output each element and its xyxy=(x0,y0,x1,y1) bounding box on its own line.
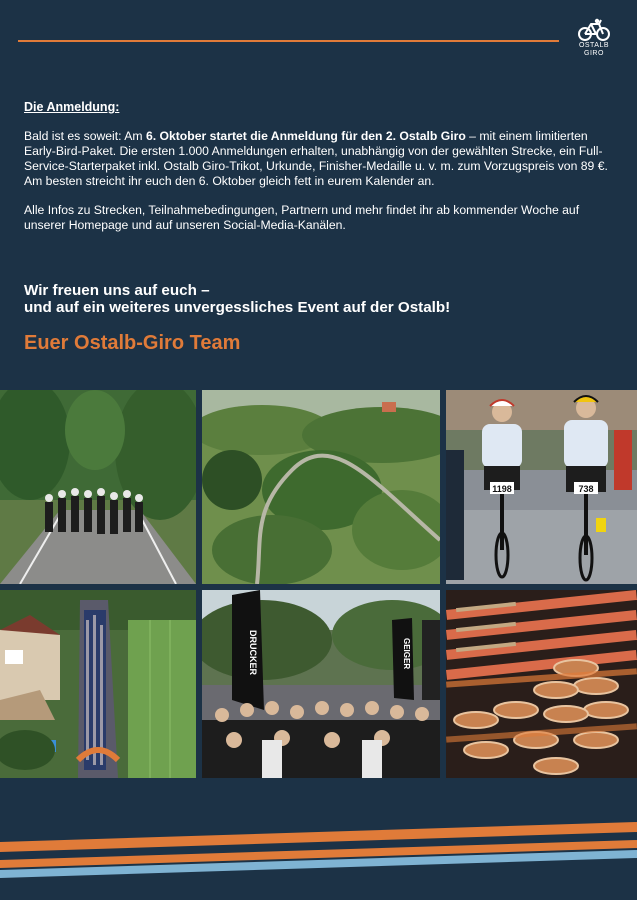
banner-text-geiger: GEIGER xyxy=(402,638,411,670)
closing-line-1: Wir freuen uns auf euch – xyxy=(24,282,210,299)
info-paragraph: Alle Infos zu Strecken, Teilnahmebedingungen, Partnern und mehr findet ihr ab kommender Woche auf unserer Homepage und auf unseren Social-Media-Kanälen. xyxy=(24,203,580,232)
registration-paragraph xyxy=(24,129,614,189)
logo-text-line2: GIRO xyxy=(584,50,604,57)
footer-stripes xyxy=(0,820,637,880)
paragraph-body: – mit einem limitierten Early-Bird-Paket. Die ersten 1.000 Anmeldungen erhalten, unabhängig von der gewählten Strecke, ein Full-Service-Starterpaket inkl. Ostalb Giro-Trikot, Urkunde, Finisher-Medaille u. v. m. zum Vorzugspreis von 89 €. Am besten streicht ihr euch den 6. Oktober gleich fett in eurem Kalender an. xyxy=(24,129,608,188)
photo-aerial-landscape xyxy=(202,390,440,584)
registration-section xyxy=(24,100,614,247)
photo-aerial-crowd xyxy=(0,590,196,778)
bib-number-2: 738 xyxy=(578,484,594,494)
closing-message xyxy=(24,282,614,316)
paragraph-intro: Bald ist es soweit: Am xyxy=(24,129,146,143)
photo-peloton-road xyxy=(0,390,196,584)
section-heading: Die Anmeldung: xyxy=(24,100,120,114)
logo-text-line1: OSTALB xyxy=(578,42,610,49)
header-divider-line xyxy=(18,40,559,42)
bib-number-1: 1198 xyxy=(492,484,512,494)
paragraph-highlight: 6. Oktober startet die Anmeldung für den 2. Ostalb Giro xyxy=(145,129,466,143)
team-signature: Euer Ostalb-Giro Team xyxy=(24,332,241,354)
photo-gallery xyxy=(0,390,637,778)
banner-text-drucker: DRUCKER xyxy=(248,630,258,675)
ostalb-giro-logo xyxy=(572,18,616,64)
closing-line-2: und auf ein weiteres unvergessliches Event auf der Ostalb! xyxy=(24,299,451,316)
photo-starting-field xyxy=(202,590,440,778)
photo-finisher-medals xyxy=(446,590,637,778)
photo-cyclists-closeup xyxy=(446,390,637,584)
bicycle-icon xyxy=(577,18,611,42)
